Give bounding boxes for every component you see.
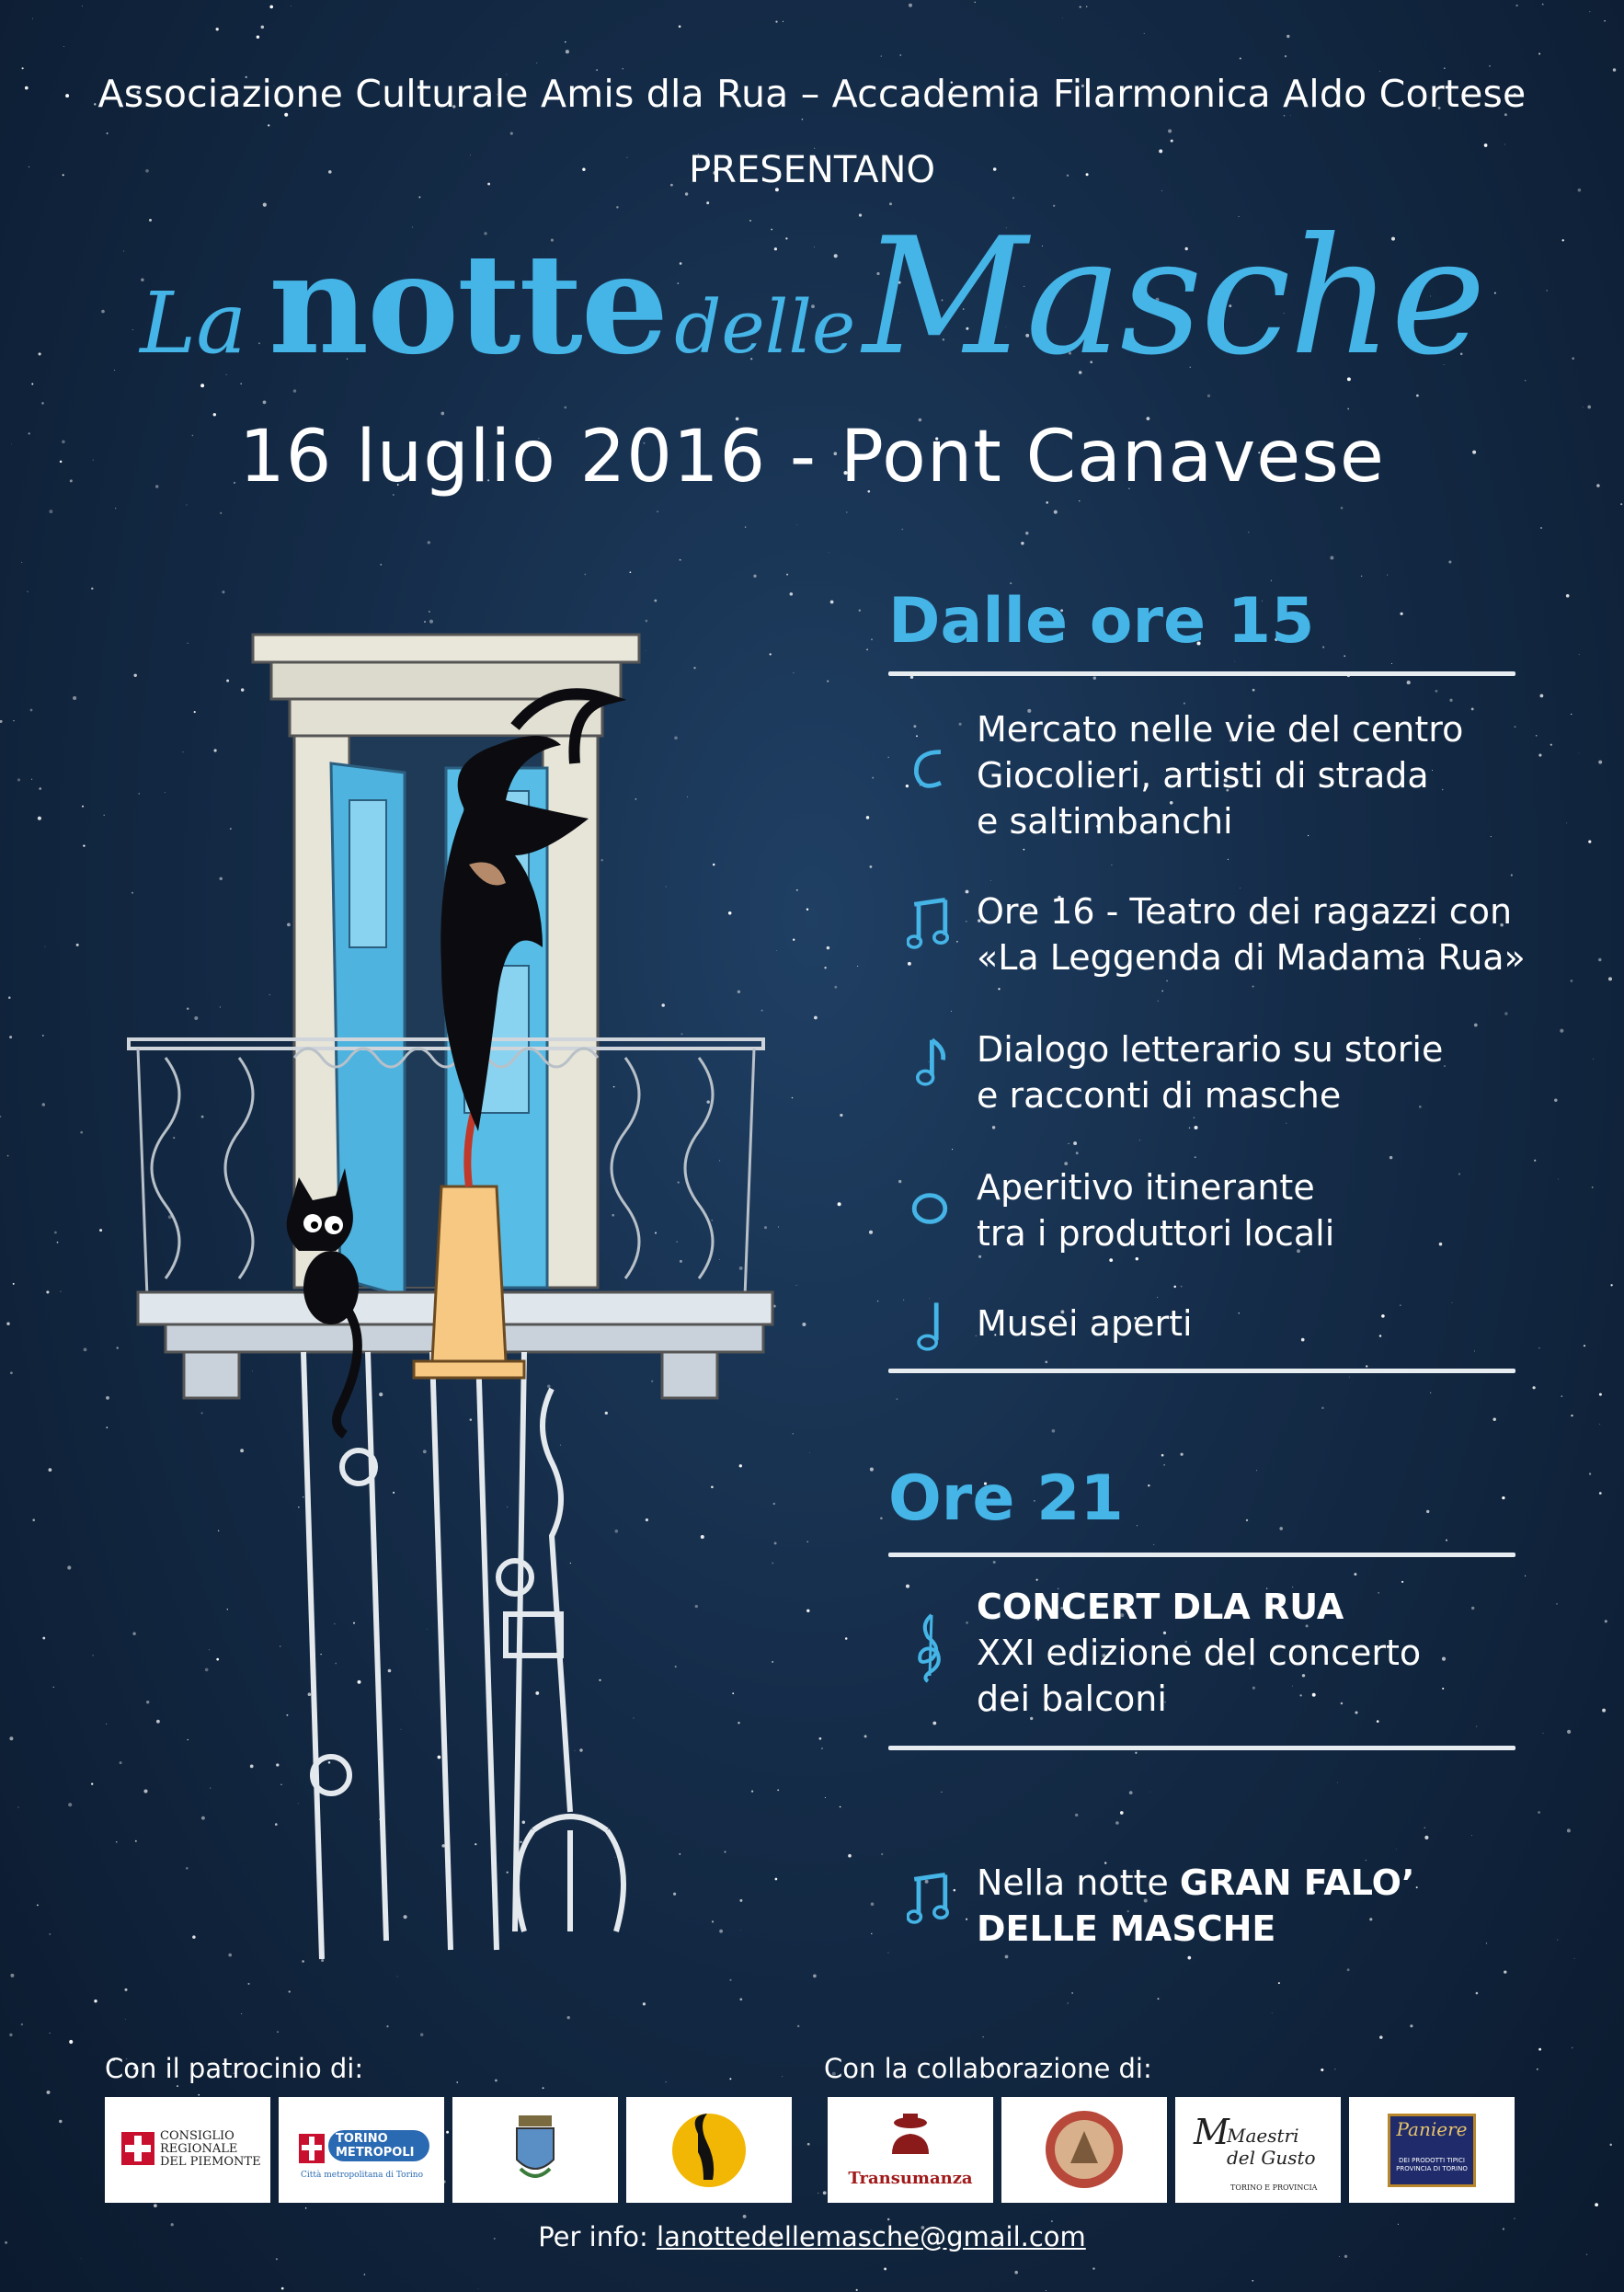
organizers-line: Associazione Culturale Amis dla Rua – Accademia Filarmonica Aldo Cortese (97, 72, 1527, 116)
quarter-note-icon (907, 1301, 953, 1356)
maestri-text: Maestri del Gusto (1227, 2125, 1316, 2169)
piemonte-flag-icon (121, 2132, 154, 2165)
afternoon-heading: Dalle ore 15 (888, 585, 1315, 658)
round-seal-logo (1001, 2097, 1167, 2203)
paniere-logo (1349, 2097, 1515, 2203)
paniere-subtext: DEI PRODOTTI TIPICI PROVINCIA DI TORINO (1396, 2157, 1468, 2172)
afternoon-top-divider (888, 671, 1515, 676)
date-place: 16 luglio 2016 - Pont Canavese (239, 416, 1385, 499)
maestri-subtext: TORINO E PROVINCIA (1230, 2183, 1318, 2192)
consiglio-regionale-text: CONSIGLIO REGIONALE DEL PIEMONTE (160, 2129, 261, 2169)
whole-note-icon (907, 1181, 953, 1236)
patronage-label: Con il patrocinio di: (105, 2053, 364, 2084)
afternoon-bottom-divider (888, 1369, 1515, 1373)
title-word-la: La (140, 274, 247, 372)
music-note-icon (907, 743, 953, 798)
night-line-2: DELLE MASCHE (977, 1908, 1276, 1949)
afternoon-item-text: Musei aperti (977, 1303, 1193, 1344)
evening-heading: Ore 21 (888, 1462, 1124, 1535)
transumanza-logo (828, 2097, 993, 2203)
afternoon-item-text: Mercato nelle vie del centro Giocolieri, artisti di strada e saltimbanchi (977, 709, 1464, 842)
afternoon-item-text: Dialogo letterario su storie e racconti di masche (977, 1029, 1444, 1116)
balcony-illustration (110, 616, 828, 1977)
event-title (0, 204, 1624, 391)
afternoon-item-text: Aperitivo itinerante tra i produttori locali (977, 1167, 1335, 1254)
coat-of-arms-icon (509, 2114, 561, 2187)
paniere-badge (1388, 2114, 1476, 2187)
gran-paradiso-park-logo (626, 2097, 792, 2203)
title-word-delle: delle (674, 284, 856, 370)
maestri-del-gusto-logo (1175, 2097, 1341, 2203)
evening-bottom-divider (888, 1746, 1515, 1750)
consiglio-regionale-logo (105, 2097, 270, 2203)
night-bold-1: GRAN FALO’ (1179, 1862, 1415, 1903)
torino-metropoli-logo (279, 2097, 444, 2203)
afternoon-item-text: Ore 16 - Teatro dei ragazzi con «La Leggenda di Madama Rua» (977, 891, 1526, 978)
beamed-notes-icon (907, 898, 953, 953)
title-word-masche: Masche (863, 204, 1484, 391)
night-line-1 (977, 1860, 1414, 1906)
concert-description: XXI edizione del concerto dei balconi (977, 1633, 1422, 1719)
concert-title: CONCERT DLA RUA (977, 1587, 1344, 1627)
info-footer (0, 2221, 1624, 2252)
paniere-text: Paniere (1396, 2118, 1468, 2140)
municipal-coat-of-arms-logo (452, 2097, 618, 2203)
eighth-note-icon (907, 1036, 953, 1091)
treble-clef-icon (907, 1611, 953, 1685)
ibex-icon (670, 2106, 748, 2195)
evening-top-divider (888, 1553, 1515, 1557)
maestri-initial: M (1194, 2112, 1229, 2152)
torino-metropoli-subtext: Città metropolitana di Torino (301, 2171, 423, 2180)
transumanza-text: Transumanza (848, 2169, 973, 2188)
torino-flag-icon (299, 2134, 325, 2163)
presenting-label: PRESENTANO (689, 149, 935, 191)
info-prefix: Per info: (538, 2221, 658, 2252)
night-prefix: Nella notte (977, 1862, 1180, 1903)
cow-herder-icon (883, 2108, 938, 2163)
title-word-notte: notte (269, 223, 668, 385)
seal-icon (1043, 2108, 1126, 2191)
torino-metropoli-text: TORINO METROPOLI (328, 2130, 429, 2161)
beamed-notes-icon (907, 1873, 953, 1928)
collaboration-label: Con la collaborazione di: (824, 2053, 1152, 2084)
email-link[interactable]: lanottedellemasche@gmail.com (657, 2221, 1086, 2252)
